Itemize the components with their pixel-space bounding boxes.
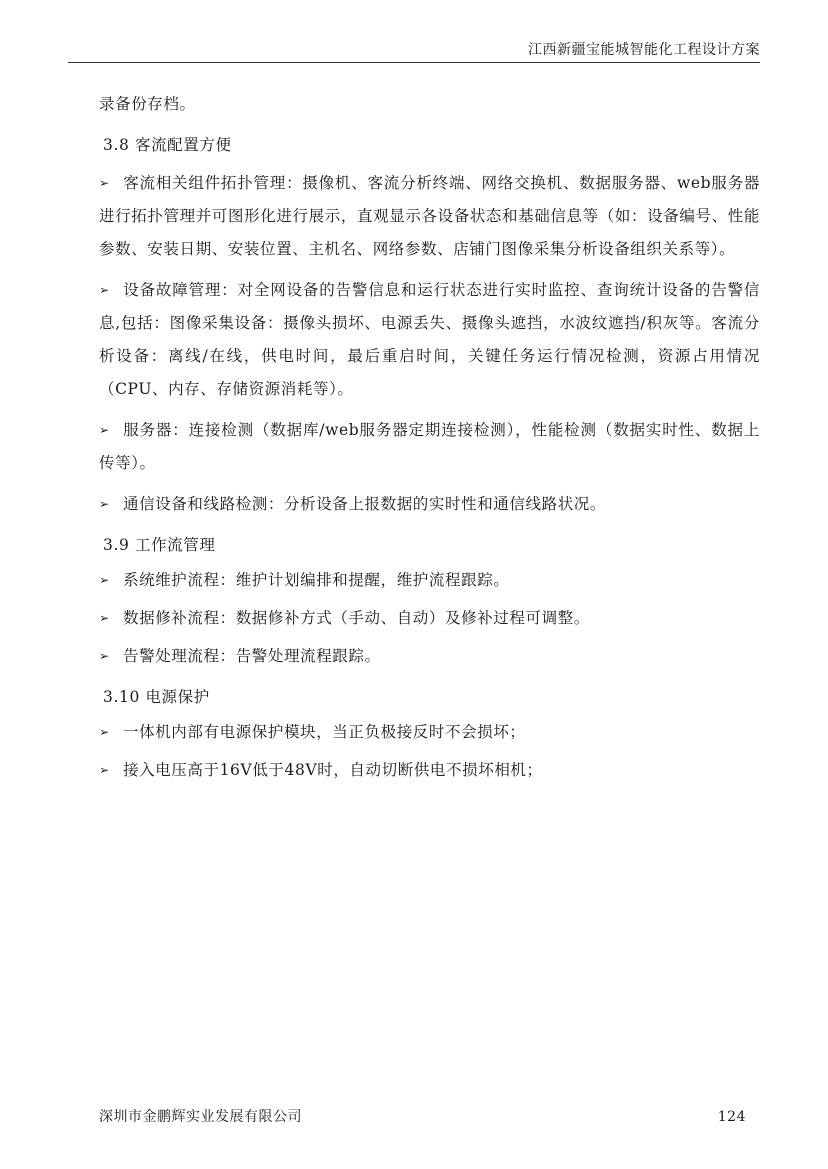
bullet-text: 通信设备和线路检测：分析设备上报数据的实时性和通信线路状况。 bbox=[123, 495, 607, 513]
bullet-item bbox=[99, 640, 760, 673]
section-3-10 bbox=[99, 683, 760, 787]
section-3-8 bbox=[99, 131, 760, 521]
arrow-bullet-icon: ➢ bbox=[99, 763, 110, 777]
footer-company: 深圳市金鹏辉实业发展有限公司 bbox=[99, 1109, 302, 1125]
arrow-bullet-icon: ➢ bbox=[99, 497, 110, 511]
bullet-item bbox=[99, 564, 760, 597]
bullet-text: 数据修补流程：数据修补方式（手动、自动）及修补过程可调整。 bbox=[123, 609, 590, 627]
bullet-item bbox=[99, 274, 760, 406]
bullet-item bbox=[99, 167, 760, 266]
bullet-text: 系统维护流程：维护计划编排和提醒，维护流程跟踪。 bbox=[123, 571, 510, 589]
bullet-item bbox=[99, 488, 760, 521]
intro-line: 录备份存档。 bbox=[99, 95, 196, 113]
bullet-text: 接入电压高于16V低于48V时，自动切断供电不损坏相机； bbox=[123, 761, 543, 779]
arrow-bullet-icon: ➢ bbox=[99, 611, 110, 625]
arrow-bullet-icon: ➢ bbox=[99, 283, 110, 297]
arrow-bullet-icon: ➢ bbox=[99, 649, 110, 663]
arrow-bullet-icon: ➢ bbox=[99, 725, 110, 739]
bullet-text: 一体机内部有电源保护模块，当正负极接反时不会损坏； bbox=[123, 723, 526, 741]
section-title: 3.9 工作流管理 bbox=[103, 536, 216, 554]
page-number: 124 bbox=[717, 1109, 746, 1125]
page-header bbox=[68, 38, 760, 63]
arrow-bullet-icon: ➢ bbox=[99, 176, 110, 190]
bullet-item bbox=[99, 602, 760, 635]
bullet-item bbox=[99, 414, 760, 480]
header-title: 江西新疆宝能城智能化工程设计方案 bbox=[528, 42, 760, 58]
bullet-item bbox=[99, 716, 760, 749]
bullet-item bbox=[99, 754, 760, 787]
bullet-text: 服务器：连接检测（数据库/web服务器定期连接检测），性能检测（数据实时性、数据上传等）。 bbox=[99, 421, 760, 472]
section-title: 3.8 客流配置方便 bbox=[103, 136, 232, 154]
arrow-bullet-icon: ➢ bbox=[99, 423, 110, 437]
document-body bbox=[99, 88, 760, 787]
page-footer bbox=[99, 1106, 746, 1128]
bullet-text: 设备故障管理：对全网设备的告警信息和运行状态进行实时监控、查询统计设备的告警信息,包括：图像采集设备：摄像头损坏、电源丢失、摄像头遮挡，水波纹遮挡/积灰等。客流分析设备：离线/在线，供电时间，最后重启时间，关键任务运行情况检测，资源占用情况（CPU、内存、存储资源消耗等）。 bbox=[99, 281, 760, 398]
bullet-text: 告警处理流程：告警处理流程跟踪。 bbox=[123, 647, 381, 665]
arrow-bullet-icon: ➢ bbox=[99, 573, 110, 587]
bullet-text: 客流相关组件拓扑管理：摄像机、客流分析终端、网络交换机、数据服务器、web服务器进行拓扑管理并可图形化进行展示，直观显示各设备状态和基础信息等（如：设备编号、性能参数、安装日期、安装位置、主机名、网络参数、店铺门图像采集分析设备组织关系等）。 bbox=[99, 174, 760, 258]
section-title: 3.10 电源保护 bbox=[103, 688, 210, 706]
section-3-9 bbox=[99, 531, 760, 673]
